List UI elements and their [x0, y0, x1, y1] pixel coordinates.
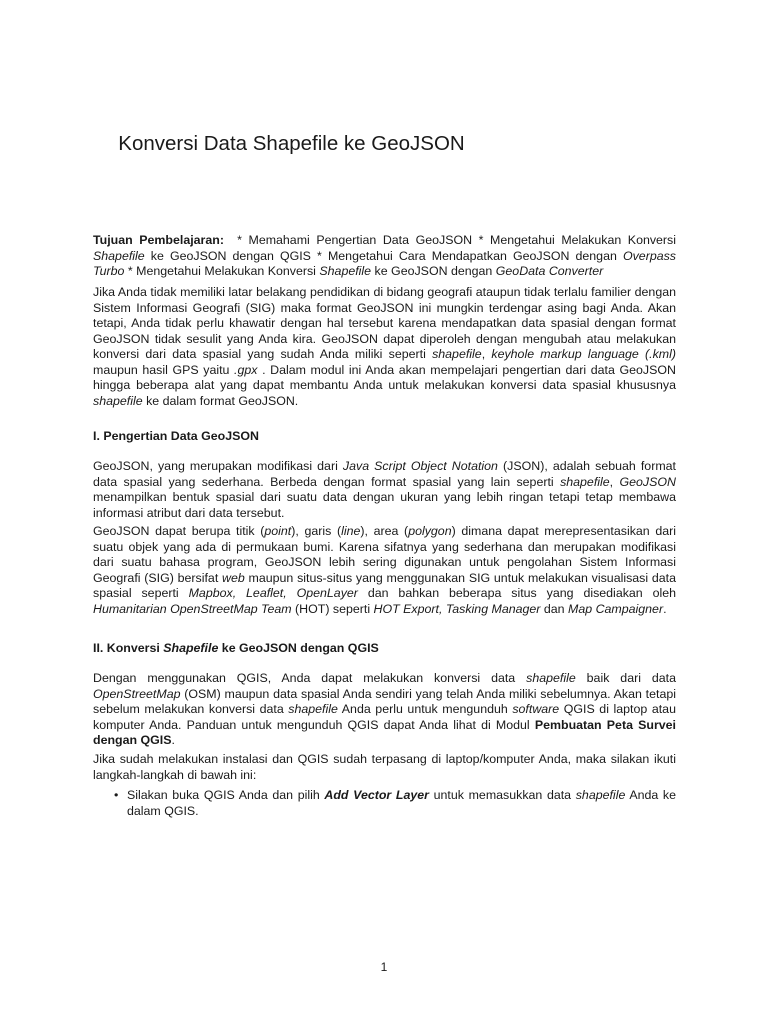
text-run: . [171, 733, 175, 747]
page-number: 1 [380, 960, 388, 974]
text-run: baik dari data [586, 671, 676, 685]
list-item-text [110, 788, 676, 819]
text-run: (OSM) maupun data spasial Anda sendiri yang telah Anda miliki sebelumnya. Akan tetapi sebelum melakukan konversi data [93, 686, 676, 716]
section-1-heading: I. Pengertian Data GeoJSON [93, 429, 259, 443]
section-2-paragraph-1-block [93, 671, 676, 749]
text-run-italic: line [341, 524, 361, 538]
section-1-paragraph-1-block [93, 459, 676, 521]
text-run: Jika Anda tidak memiliki latar belakang pendidikan di bidang geografi ataupun tidak terlalu familier dengan Sistem Informasi Geografi (SIG) maka format GeoJSON ini mungkin terdengar asing bagi Anda. Akan tetapi, Anda tidak perlu khawatir dengan hal tersebut karena mendapatkan data spasial dengan format GeoJSON tidak sesulit yang Anda kira. GeoJSON dapat diperoleh dengan mengubah atau melakukan konversi dari data spasial yang sudah Anda miliki seperti [93, 285, 676, 361]
text-run-italic: Shapefile [163, 641, 219, 655]
text-run-italic: keyhole markup language (.kml) [491, 347, 677, 361]
text-run-italic: shapefile [575, 788, 626, 802]
text-run-italic: Map Campaigner [568, 601, 664, 616]
text-run-italic: HOT Export, Tasking Manager [373, 601, 541, 616]
section-1-paragraph-2 [93, 524, 676, 617]
text-run: ke GeoJSON dengan QGIS [221, 641, 379, 655]
text-run: ke GeoJSON dengan [374, 264, 493, 278]
text-run: dan [543, 601, 565, 616]
text-run-italic: web [222, 570, 245, 585]
section-2-heading [93, 641, 676, 657]
text-run-italic: Overpass Turbo [93, 248, 676, 278]
text-run: , [481, 347, 486, 361]
text-run-bold-italic: Add Vector Layer [324, 788, 429, 802]
intro-section [93, 285, 676, 409]
objectives-label: Tujuan Pembelajaran: [93, 233, 224, 247]
text-run-italic: shapefile [288, 702, 338, 716]
text-run: QGIS di laptop atau komputer Anda. Panduan untuk mengunduh QGIS dapat Anda lihat di Modul [93, 702, 676, 732]
text-run: Silakan buka QGIS Anda dan pilih [127, 788, 320, 802]
text-run-italic: polygon [408, 524, 452, 538]
section-2-paragraph-2: Jika sudah melakukan instalasi dan QGIS sudah terpasang di laptop/komputer Anda, maka silakan ikuti langkah-langkah di bawah ini: [93, 752, 676, 782]
text-run: ), garis ( [291, 524, 342, 538]
section-2-paragraph-2-block [93, 752, 676, 783]
text-run: GeoJSON, yang merupakan modifikasi dari [93, 459, 338, 473]
text-run: , [609, 474, 614, 489]
steps-list [93, 788, 676, 819]
text-run-italic: Mapbox, Leaflet, OpenLayer [188, 586, 358, 600]
text-run: ke GeoJSON dengan QGIS * Mengetahui Cara Mendapatkan GeoJSON dengan [150, 248, 617, 263]
text-run: (JSON), adalah sebuah format data spasial yang sederhana. Berbeda dengan format spasial yang lain seperti [93, 459, 676, 489]
section-1-paragraph-2-block [93, 524, 676, 617]
document-title: Konversi Data Shapefile ke GeoJSON [118, 132, 465, 155]
text-run-italic: shapefile [93, 393, 143, 408]
text-run-italic: GeoJSON [619, 474, 676, 489]
text-run-italic: .gpx [234, 362, 258, 377]
bullet-list [93, 788, 676, 819]
text-run-italic: shapefile [432, 347, 482, 361]
text-run: untuk memasukkan data [433, 788, 572, 802]
text-run: GeoJSON dapat berupa titik ( [93, 524, 265, 538]
text-run: ), area ( [360, 524, 409, 538]
text-run: maupun hasil GPS yaitu [93, 362, 230, 377]
text-run: menampilkan bentuk spasial dari suatu data dengan ukuran yang lebih ringan tetapi tetap membawa informasi atribut dari data tersebut. [93, 490, 676, 520]
text-run: . [663, 601, 667, 616]
text-run-italic: GeoData Converter [495, 264, 604, 278]
text-run: * Memahami Pengertian Data GeoJSON * Mengetahui Melakukan Konversi [237, 233, 677, 247]
text-run: ) dimana dapat merepresentasikan dari suatu objek yang ada di permukaan bumi. Karena sifatnya yang sederhana dan merupakan modifikasi dari suatu bahasa program, GeoJSON lebih sering digunakan untuk pengolahan Sistem Informasi Geografi (SIG) bersifat [93, 524, 676, 585]
text-run: Anda perlu untuk mengunduh [341, 702, 508, 716]
text-run: (HOT) seperti [295, 601, 371, 616]
list-item [93, 788, 676, 819]
text-run: Anda ke dalam QGIS. [127, 788, 677, 818]
text-run-italic: shapefile [560, 474, 610, 489]
objectives-paragraph [93, 233, 676, 280]
section-2-paragraph-1 [93, 671, 676, 749]
text-run-italic: software [512, 702, 560, 716]
text-run-italic: Shapefile [319, 264, 372, 278]
text-run: maupun situs-situs yang menggunakan SIG untuk melakukan visualisasi data spasial seperti [93, 570, 676, 600]
text-run-italic: OpenStreetMap [93, 686, 181, 701]
text-run-italic: shapefile [526, 671, 576, 685]
text-run: Dengan menggunakan QGIS, Anda dapat melakukan konversi data [93, 671, 516, 685]
text-run: ke dalam format GeoJSON. [146, 393, 299, 408]
text-run: * Mengetahui Melakukan Konversi [127, 264, 316, 278]
text-run-italic: Humanitarian OpenStreetMap Team [93, 601, 292, 616]
text-run-italic: Java Script Object Notation [342, 459, 498, 473]
text-run: dan bahkan beberapa situs yang disediakan oleh [367, 586, 677, 600]
text-run-italic: Shapefile [93, 248, 145, 263]
text-run-italic: point [264, 524, 292, 538]
bullet-icon: • [114, 788, 119, 802]
text-run-bold: Pembuatan Peta Survei dengan QGIS [93, 717, 676, 747]
section-2 [93, 641, 676, 657]
learning-objectives [93, 233, 676, 280]
intro-paragraph [93, 285, 676, 409]
text-run: II. Konversi [93, 641, 160, 655]
text-run: . Dalam modul ini Anda akan mempelajari pengertian dari data GeoJSON hingga beberapa alat yang dapat membantu Anda untuk melakukan konversi data spasial khususnya [93, 362, 676, 392]
section-1 [93, 429, 676, 445]
section-1-paragraph-1 [93, 459, 676, 521]
